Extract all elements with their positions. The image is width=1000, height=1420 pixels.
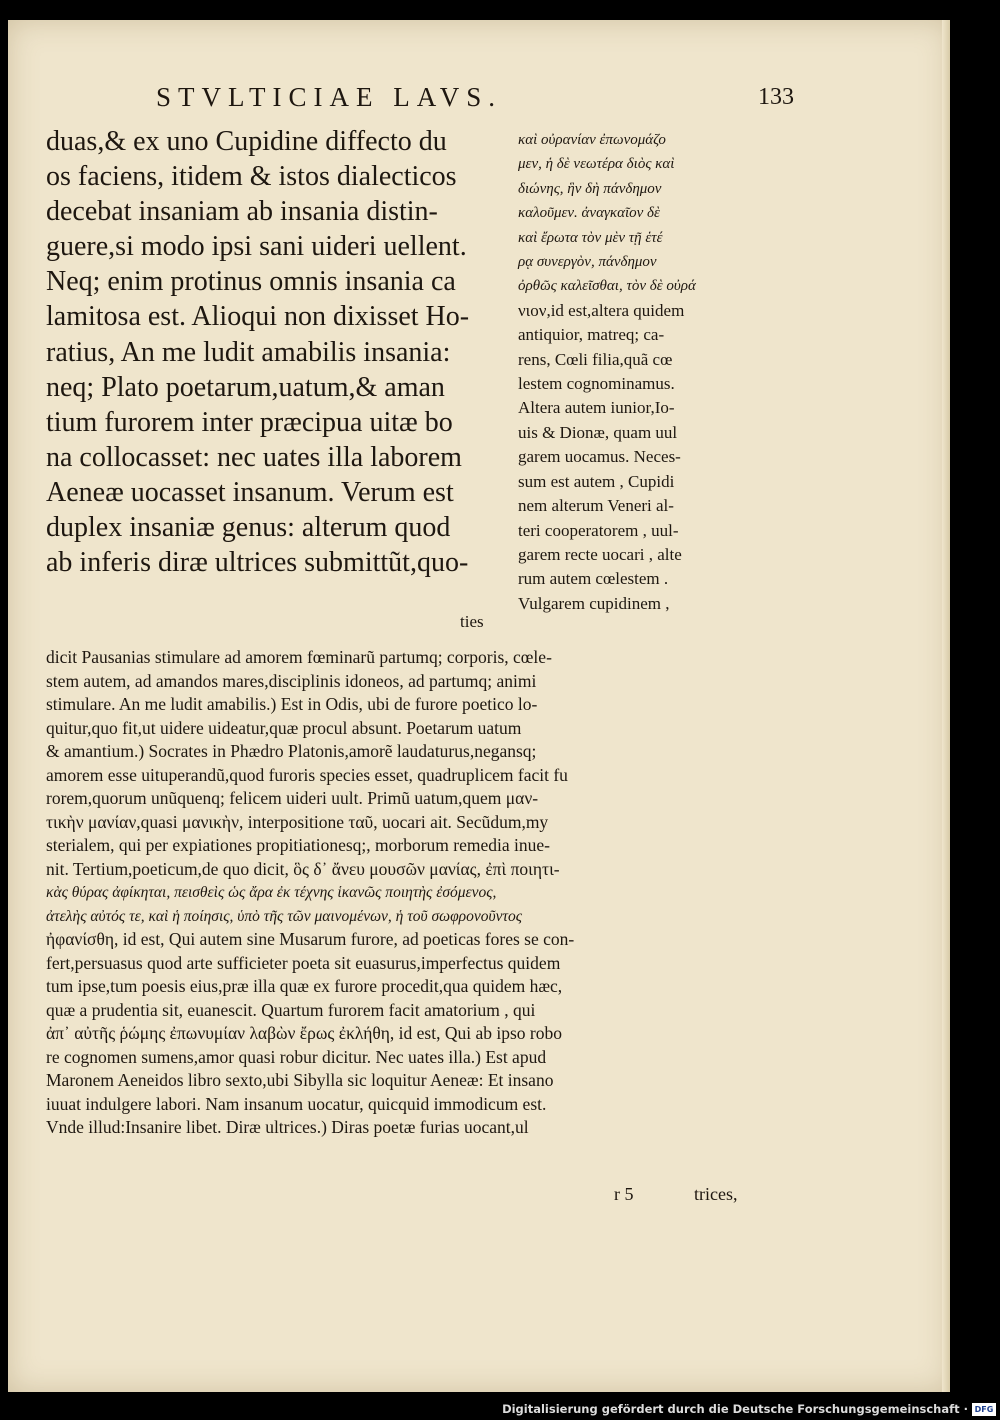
side-text-line: νιον,id est,altera quidem <box>518 300 685 320</box>
commentary-line: dicit Pausanias stimulare ad amorem fœminarũ partumq; corporis, cœle- <box>46 647 552 667</box>
main-text-line: Neq; enim protinus omnis insania ca <box>46 266 456 298</box>
side-text-line: garem recte uocari , alte <box>518 544 682 564</box>
side-text-line: καὶ ἔρωτα τὸν μὲν τῇ ἑτέ <box>518 229 663 246</box>
commentary-line: tum ipse,tum poesis eius,præ illa quæ ex furore procedit,qua quidem hæc, <box>46 976 563 996</box>
side-text-line: Altera autem iunior,Io- <box>518 398 675 418</box>
side-text-line: rens, Cœli filia,quã cœ <box>518 349 673 369</box>
running-head: STVLTICIAE LAVS. <box>156 82 503 112</box>
commentary-line: nit. Tertium,poeticum,de quo dicit, ὃς δ᾽ ἄνευ μουσῶν μανίας, ἐπὶ ποιητι- <box>46 858 560 879</box>
main-text-column <box>46 124 518 580</box>
side-text-line: rum autem cœlestem . <box>518 569 669 589</box>
commentary-line: re cognomen sumens,amor quasi robur dicitur. Nec uates illa.) Est apud <box>46 1046 547 1067</box>
page-edge <box>942 20 950 1392</box>
side-text-line: μεν, ἡ δὲ νεωτέρα διὸς καὶ <box>518 156 675 173</box>
side-text-line: uis & Dionæ, quam uul <box>518 422 678 442</box>
side-text-line: garem uocamus. Neces- <box>518 447 681 467</box>
book-page <box>8 20 950 1392</box>
side-text-line: lestem cognominamus. <box>518 374 675 394</box>
footer-credit: Digitalisierung gefördert durch die Deutsche Forschungsgemeinschaft · <box>502 1402 968 1416</box>
side-text-line: καλοῦμεν. ἀναγκαῖον δὲ <box>518 205 660 222</box>
commentary-line: fert,persuasus quod arte sufficieter poeta sit euasurus,imperfectus quidem <box>46 952 561 973</box>
main-text-line: ab inferis diræ ultrices submittũt,quo- <box>46 547 469 579</box>
main-text-line: ratius, An me ludit amabilis insania: <box>46 336 451 368</box>
commentary-line: ἀτελὴς αὐτός τε, καὶ ἡ ποίησις, ὑπὸ τῆς τῶν μαινομένων, ἡ τοῦ σωφρονοῦντος <box>46 907 523 925</box>
side-text-line: διώνης, ἣν δὴ πάνδημον <box>518 180 662 197</box>
main-text-line: guere,si modo ipsi sani uideri uellent. <box>46 231 467 263</box>
commentary-line: sterialem, qui per expiationes propitiationesq;, morborum remedia inue- <box>46 835 550 855</box>
main-column-catchword: ties <box>460 612 484 631</box>
commentary-line: κὰς θύρας ἀφίκηται, πεισθεὶς ὡς ἄρα ἐκ τέχνης ἱκανῶς ποιητὴς ἐσόμενος, <box>46 884 497 901</box>
side-text-line: Vulgarem cupidinem , <box>518 593 670 613</box>
page-number: 133 <box>758 84 794 110</box>
side-text-line: teri cooperatorem , uul- <box>518 520 679 540</box>
side-text-line: ὀρθῶς καλεῖσθαι, τὸν δὲ οὐρά <box>518 278 696 295</box>
main-text-line: os faciens, itidem & istos dialecticos <box>46 161 457 193</box>
catchword: trices, <box>694 1184 738 1204</box>
commentary-line: iuuat indulgere labori. Nam insanum uocatur, quicquid immodicum est. <box>46 1093 547 1114</box>
main-text-line: Aeneæ uocasset insanum. Verum est <box>46 476 454 508</box>
side-text-line: nem alterum Veneri al- <box>518 496 674 516</box>
main-text-line: duas,& ex uno Cupidine diffecto du <box>46 126 447 157</box>
signature-mark: r 5 <box>614 1184 634 1204</box>
main-text-line: tium furorem inter præcipua uitæ bo <box>46 406 453 438</box>
commentary-line: ἠφανίσθη, id est, Qui autem sine Musarum furore, ad poeticas fores se con- <box>46 929 575 949</box>
commentary-line: & amantium.) Socrates in Phædro Platonis,amorẽ laudaturus,negansq; <box>46 741 537 761</box>
commentary-block <box>46 646 776 1140</box>
main-text-line: neq; Plato poetarum,uatum,& aman <box>46 371 445 403</box>
commentary-line: rorem,quorum unũquenq; felicem uideri uult. Primũ uatum,quem μαν- <box>46 788 539 808</box>
main-text-line: na collocasset: nec uates illa laborem <box>46 441 462 473</box>
commentary-line: quitur,quo fit,ut uidere uideatur,quæ procul absunt. Poetarum uatum <box>46 717 522 738</box>
side-text-line: antiquior, matreq; ca- <box>518 325 665 345</box>
commentary-line: stem autem, ad amandos mares,disciplinis idoneos, ad partumq; animi <box>46 670 537 691</box>
digitization-footer <box>502 1400 996 1418</box>
commentary-line: quæ a prudentia sit, euanescit. Quartum furorem facit amatorium , qui <box>46 999 536 1020</box>
side-commentary-column <box>518 128 768 616</box>
commentary-line: ἀπ᾽ αὐτῆς ῥώμης ἐπωνυμίαν λαβὼν ἔρως ἐκλήθη, id est, Qui ab ipso robo <box>46 1023 562 1043</box>
side-text-line: καὶ οὐρανίαν ἐπωνομάζο <box>518 132 666 148</box>
main-text-line: duplex insaniæ genus: alterum quod <box>46 512 451 544</box>
commentary-line: Maronem Aeneidos libro sexto,ubi Sibylla sic loquitur Aeneæ: Et insano <box>46 1070 554 1090</box>
commentary-line: amorem esse uituperandũ,quod furoris species esset, quadruplicem facit fu <box>46 764 568 785</box>
commentary-line: τικὴν μανίαν,quasi μανικὴν, interpositione ταῦ, uocari ait. Secũdum,my <box>46 811 549 832</box>
main-text-line: lamitosa est. Alioqui non dixisset Ho- <box>46 301 470 333</box>
side-text-line: sum est autem , Cupidi <box>518 471 675 491</box>
side-text-line: ρᾳ συνεργὸν, πάνδημον <box>518 254 657 271</box>
dfg-logo-icon: DFG <box>972 1403 996 1416</box>
commentary-line: stimulare. An me ludit amabilis.) Est in Odis, ubi de furore poetico lo- <box>46 694 538 714</box>
main-text-line: decebat insaniam ab insania distin- <box>46 196 438 228</box>
commentary-line: Vnde illud:Insanire libet. Diræ ultrices.) Diras poetæ furias uocant,ul <box>46 1117 529 1137</box>
